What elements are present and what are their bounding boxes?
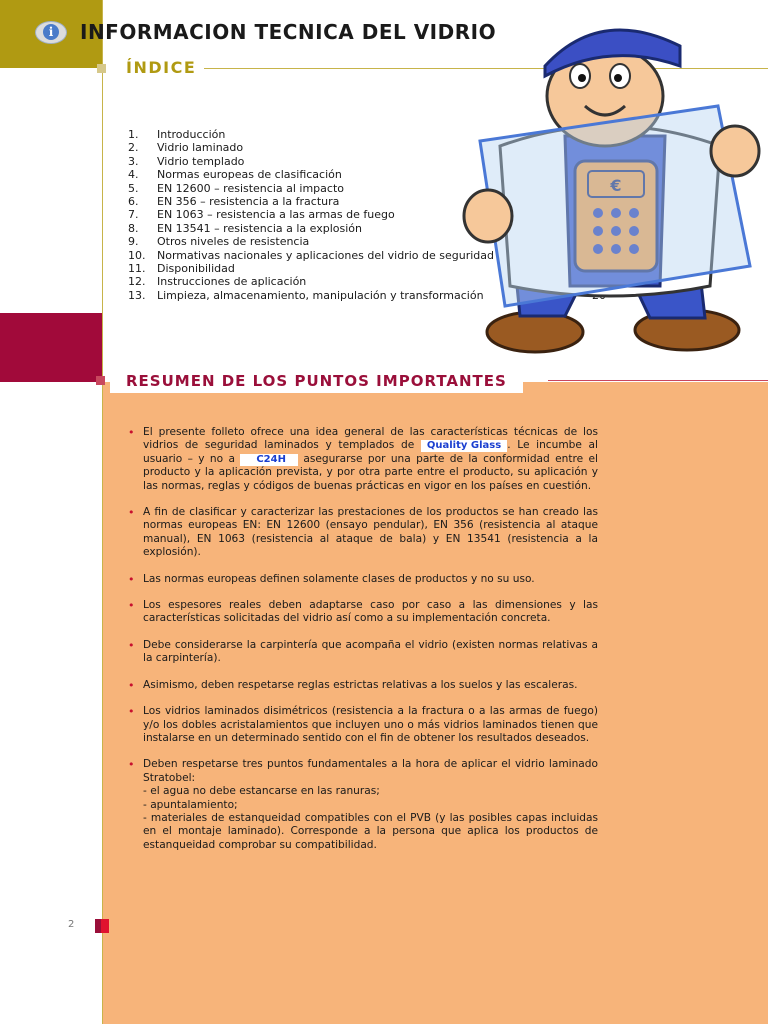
toc-number: 5. bbox=[128, 181, 139, 195]
toc-title: EN 13541 – resistencia a la explosión bbox=[157, 221, 362, 235]
toc-number: 9. bbox=[128, 235, 139, 249]
section-color-block bbox=[0, 313, 102, 382]
summary-bullet bbox=[128, 426, 598, 493]
bullet-dot: • bbox=[128, 758, 135, 772]
calculator-symbol: € bbox=[610, 176, 622, 195]
summary-bullet bbox=[128, 639, 598, 666]
toc-number: 12. bbox=[128, 275, 146, 289]
bullet-text: Debe considerarse la carpintería que acompaña el vidrio (existen normas relativas a la carpintería). bbox=[143, 638, 598, 665]
toc-number: 4. bbox=[128, 168, 139, 182]
company-highlight: C24H bbox=[240, 454, 298, 466]
bullet-dot: • bbox=[128, 426, 135, 439]
indice-heading: ÍNDICE bbox=[126, 58, 197, 77]
resumen-marker bbox=[96, 376, 105, 385]
mascot-illustration bbox=[460, 6, 765, 356]
bullet-dot: • bbox=[128, 599, 135, 613]
bullet-dot: • bbox=[128, 506, 135, 520]
summary-list bbox=[128, 426, 598, 852]
bullet-text: Asimismo, deben respetarse reglas estrictas relativas a los suelos y las escaleras. bbox=[143, 678, 578, 691]
info-icon: i bbox=[35, 21, 67, 44]
bullet-subitem: - apuntalamiento; bbox=[143, 798, 238, 811]
bullet-text: Los espesores reales deben adaptarse caso por caso a las dimensiones y las características solicitadas del vidrio así como a su implementación concreta. bbox=[143, 599, 598, 625]
page-marker bbox=[95, 919, 109, 933]
toc-title: Vidrio templado bbox=[157, 154, 245, 168]
bullet-dot: • bbox=[128, 678, 135, 692]
summary-bullet bbox=[128, 705, 598, 745]
summary-bullet bbox=[128, 573, 598, 586]
toc-title: Otros niveles de resistencia bbox=[157, 235, 310, 249]
toc-title: Disponibilidad bbox=[157, 261, 235, 275]
bullet-text: asegurarse por una parte de la conformidad entre el producto y la aplicación prevista, y por otra parte entre el producto, su aplicación y las normas, reglas y códigos de buenas prácticas en vigor en los países en cuestión. bbox=[143, 452, 598, 492]
resumen-heading: RESUMEN DE LOS PUNTOS IMPORTANTES bbox=[110, 369, 523, 393]
summary-bullet bbox=[128, 599, 598, 626]
summary-bullet bbox=[128, 679, 598, 692]
summary-bullet bbox=[128, 758, 598, 852]
toc-number: 8. bbox=[128, 221, 139, 235]
toc-title: Instrucciones de aplicación bbox=[157, 275, 307, 289]
bullet-text: A fin de clasificar y caracterizar las prestaciones de los productos se han creado las normas europeas EN: EN 12600 (ensayo pendular), EN 356 (resistencia al ataque manual), EN 1063 (resistencia al ataque de bala) y EN 13541 (resistencia a la explosión). bbox=[143, 506, 598, 559]
toc-number: 10. bbox=[128, 248, 146, 262]
bullet-text: . Le incumbe al usuario – y no a bbox=[143, 439, 598, 465]
toc-title: Normas europeas de clasificación bbox=[157, 168, 342, 182]
resumen-rule bbox=[548, 380, 768, 381]
summary-bullet bbox=[128, 506, 598, 560]
toc-title: EN 12600 – resistencia al impacto bbox=[157, 181, 344, 195]
bullet-dot: • bbox=[128, 572, 135, 586]
bullet-text: Deben respetarse tres puntos fundamentales a la hora de aplicar el vidrio laminado Stratobel: bbox=[143, 758, 598, 784]
toc-number: 6. bbox=[128, 194, 139, 208]
bullet-subitem: - el agua no debe estancarse en las ranuras; bbox=[143, 785, 380, 798]
bullet-dot: • bbox=[128, 638, 135, 652]
indice-marker bbox=[97, 64, 106, 73]
toc-number: 1. bbox=[128, 128, 139, 141]
bullet-text: El presente folleto ofrece una idea general de las características técnicas de los vidrios de seguridad laminados y templados de bbox=[143, 426, 598, 452]
toc-title: Normativas nacionales y aplicaciones del vidrio de seguridad bbox=[157, 248, 494, 262]
page-number: 2 bbox=[68, 919, 75, 930]
toc-title: Limpieza, almacenamiento, manipulación y transformación bbox=[157, 288, 484, 302]
toc-title: EN 356 – resistencia a la fractura bbox=[157, 194, 340, 208]
toc-number: 3. bbox=[128, 154, 139, 168]
brand-highlight: Quality Glass bbox=[421, 440, 507, 452]
bullet-text: Los vidrios laminados disimétricos (resistencia a la fractura o a las armas de fuego) y/o los dobles acristalamientos que incluyen uno o más vidrios laminados tienen que instalarse en un determinado sentido con el fin de obtener los resultados deseados. bbox=[143, 705, 598, 744]
toc-number: 13. bbox=[128, 288, 146, 302]
bullet-subitem: - materiales de estanqueidad compatibles con el PVB (y las posibles capas incluidas en el montaje laminado). Corresponde a la persona que aplica los productos de estanqueidad comprobar su compatibilidad. bbox=[143, 811, 598, 851]
page-title: INFORMACION TECNICA DEL VIDRIO bbox=[80, 20, 497, 44]
toc-number: 2. bbox=[128, 141, 139, 155]
toc-title: Vidrio laminado bbox=[157, 141, 244, 155]
bullet-dot: • bbox=[128, 705, 135, 719]
toc-number: 7. bbox=[128, 208, 139, 222]
toc-title: EN 1063 – resistencia a las armas de fuego bbox=[157, 208, 395, 222]
toc-title: Introducción bbox=[157, 128, 226, 141]
bullet-text: Las normas europeas definen solamente clases de productos y no su uso. bbox=[143, 572, 535, 585]
toc-number: 11. bbox=[128, 261, 146, 275]
